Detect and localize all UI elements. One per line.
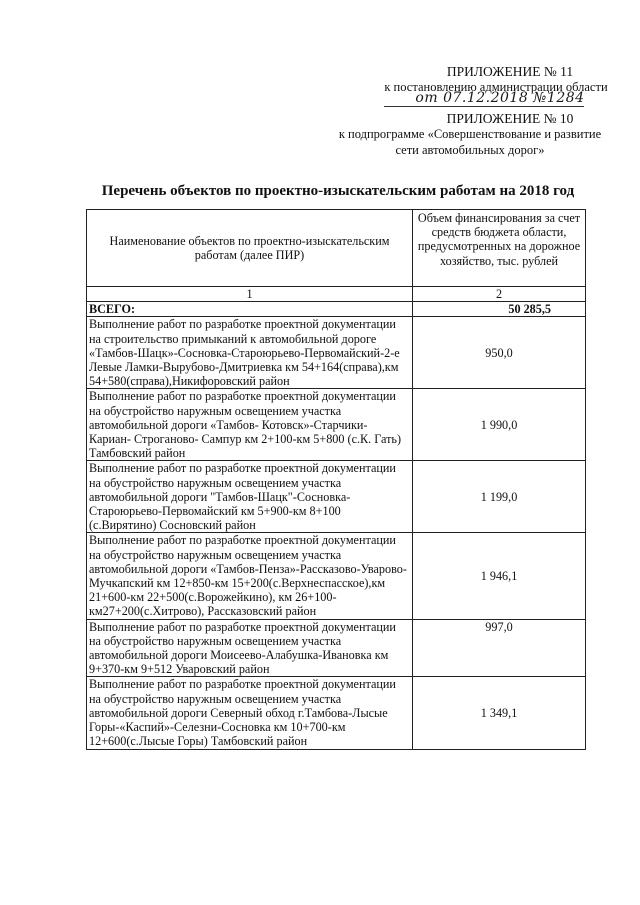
column-header-financing: Объем финансирования за счет средств бюджета области, предусмотренных на дорожное хозяйство, тыс. рублей: [413, 210, 586, 287]
signature-underline: [384, 106, 584, 107]
resolution-reference: к постановлению администрации области: [384, 80, 608, 94]
object-amount: 1 946,1: [413, 533, 586, 619]
table-row: [87, 533, 586, 619]
object-name: Выполнение работ по разработке проектной документации на обустройство наружным освещением участка автомобильной дороги Северный обход г.Тамбова-Лысые Горы-«Каспий»-Селезни-Сосновка км 10+700-км 12+600(с.Лысые Горы) Тамбовский район: [87, 677, 413, 749]
object-amount: 1 199,0: [413, 461, 586, 533]
appendix-11-heading: ПРИЛОЖЕНИЕ № 11: [446, 64, 574, 79]
table-row: [87, 317, 586, 389]
column-number-2: 2: [413, 287, 586, 302]
table-row: [87, 619, 586, 677]
document-title: Перечень объектов по проектно-изыскательским работам на 2018 год: [101, 183, 575, 199]
subprogram-line-1: к подпрограмме «Совершенствование и развитие: [338, 127, 602, 141]
column-number-row: [87, 287, 586, 302]
handwritten-date-number: от 07.12.2018 №1284: [415, 90, 585, 106]
table-row: [87, 461, 586, 533]
total-row: [87, 302, 586, 317]
object-name: Выполнение работ по разработке проектной документации на обустройство наружным освещением участка автомобильной дороги Моисеево-Алабушка-Ивановка км 9+370-км 9+512 Уваровский район: [87, 619, 413, 677]
total-label: ВСЕГО:: [87, 302, 413, 317]
table-row: [87, 389, 586, 461]
object-name: Выполнение работ по разработке проектной документации на обустройство наружным освещением участка автомобильной дороги «Тамбов-Пенза»-Рассказово-Уварово-Мучкапский км 12+850-км 15+200(с.Верхнеспасское),км 21+600-км 22+500(с.Ворожейкино), км 26+100-км27+200(с.Хитрово), Рассказовский район: [87, 533, 413, 619]
appendix-10-heading: ПРИЛОЖЕНИЕ № 10: [446, 111, 574, 126]
object-name: Выполнение работ по разработке проектной документации на строительство примыканий к автомобильной дороге «Тамбов-Шацк»-Сосновка-Староюрьево-Первомайский-2-е Левые Ламки-Вырубово-Дмитриевка км 54+164(справа),км 54+580(справа),Никифоровский район: [87, 317, 413, 389]
object-amount: 1 990,0: [413, 389, 586, 461]
objects-table: [86, 209, 586, 750]
object-amount: 997,0: [413, 619, 586, 677]
subprogram-line-2: сети автомобильных дорог»: [395, 143, 545, 157]
object-amount: 1 349,1: [413, 677, 586, 749]
table-row: [87, 677, 586, 749]
subprogram-reference: [300, 126, 640, 158]
total-value: 50 285,5: [413, 302, 586, 317]
column-number-1: 1: [87, 287, 413, 302]
object-name: Выполнение работ по разработке проектной документации на обустройство наружным освещением участка автомобильной дороги «Тамбов- Котовск»-Старчики- Кариан- Строганово- Сампур км 2+100-км 5+800 (с.К. Гать) Тамбовский район: [87, 389, 413, 461]
table-header-row: [87, 210, 586, 287]
object-amount: 950,0: [413, 317, 586, 389]
column-header-objects: Наименование объектов по проектно-изыскательским работам (далее ПИР): [87, 210, 413, 287]
object-name: Выполнение работ по разработке проектной документации на обустройство наружным освещением участка автомобильной дороги "Тамбов-Шацк"-Сосновка-Староюрьево-Первомайский км 5+900-км 8+100 (с.Вирятино) Сосновский район: [87, 461, 413, 533]
